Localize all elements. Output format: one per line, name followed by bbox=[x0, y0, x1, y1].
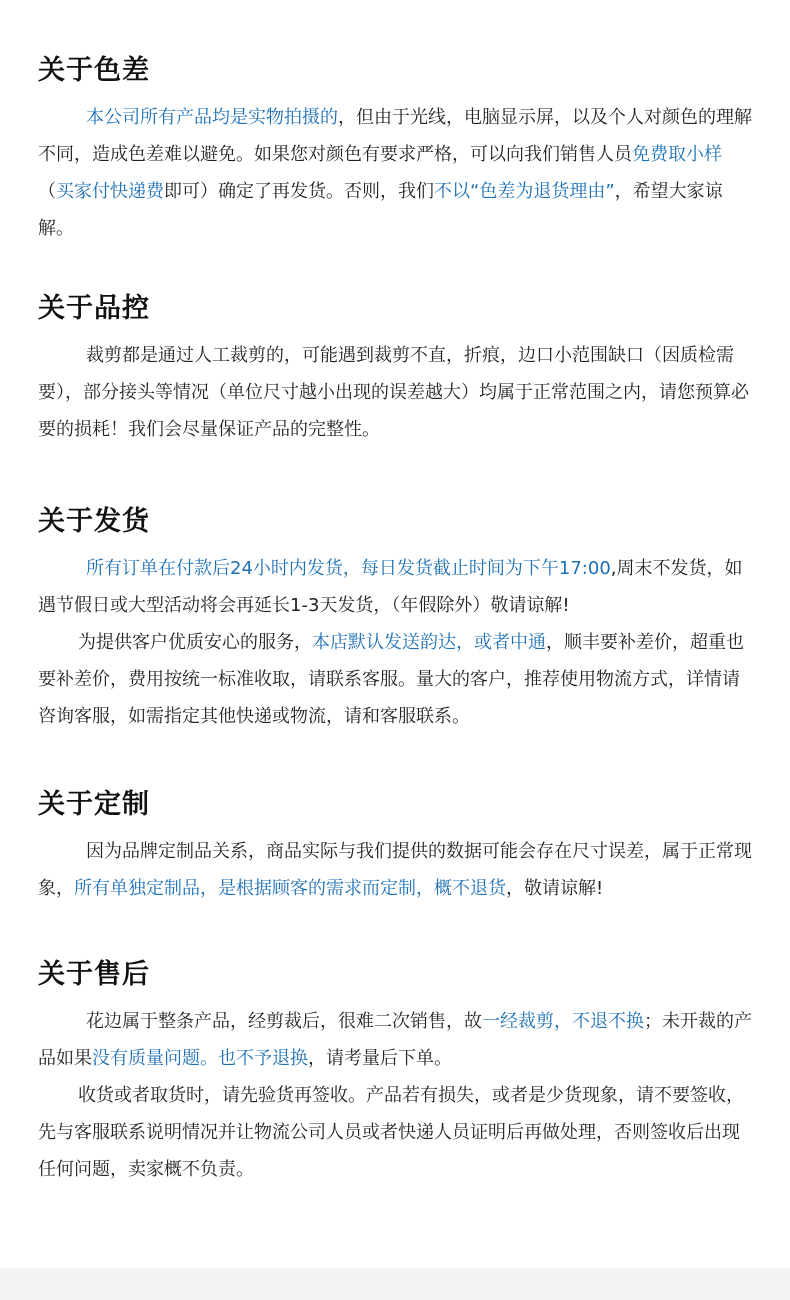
highlight-text: 没有质量问题。也不予退换 bbox=[92, 1048, 308, 1069]
body-text: ；未开裁的产品如果 bbox=[38, 1011, 752, 1069]
highlight-text: 买家付快递费 bbox=[56, 181, 164, 202]
section-color-difference bbox=[38, 54, 754, 247]
highlight-text: 本店默认发送韵达，或者中通 bbox=[312, 632, 546, 653]
highlight-text: 不以“色差为退货理由” bbox=[434, 181, 615, 202]
body-text: ，顺丰要补差价，超重也要补差价，费用按统一标准收取，请联系客服。量大的客户，推荐使用物流方式，详情请咨询客服，如需指定其他快递或物流，请和客服联系。 bbox=[38, 632, 744, 727]
highlight-text: 本公司所有产品均是实物拍摄的 bbox=[86, 107, 338, 128]
section-paragraph bbox=[38, 1003, 754, 1077]
highlight-text: 免费取小样 bbox=[632, 144, 722, 165]
section-paragraph bbox=[38, 550, 754, 624]
body-text: 为提供客户优质安心的服务， bbox=[78, 632, 312, 653]
highlight-text: 一经裁剪，不退不换 bbox=[482, 1011, 644, 1032]
highlight-text: 所有单独定制品，是根据顾客的需求而定制，概不退货 bbox=[74, 878, 506, 899]
section-paragraph bbox=[38, 833, 754, 907]
section-quality-control bbox=[38, 292, 754, 448]
section-title: 关于售后 bbox=[38, 959, 150, 990]
section-paragraph: 收货或者取货时，请先验货再签收。产品若有损失，或者是少货现象，请不要签收，先与客服联系说明情况并让物流公司人员或者快递人员证明后再做处理，否则签收后出现任何问题，卖家概不负责。 bbox=[38, 1085, 744, 1180]
body-text: （ bbox=[38, 181, 56, 202]
body-text: 即可）确定了再发货。否则，我们 bbox=[164, 181, 434, 202]
section-after-sales bbox=[38, 958, 754, 1188]
section-paragraph bbox=[38, 99, 754, 247]
body-text: ，但由于光线，电脑显示屏，以及个人对颜色的理解不同，造成色差难以避免。如果您对颜色有要求严格，可以向我们销售人员 bbox=[38, 107, 752, 165]
highlight-text: 所有订单在付款后24小时内发货，每日发货截止时间为下午17:00 bbox=[86, 558, 611, 579]
section-paragraph: 裁剪都是通过人工裁剪的，可能遇到裁剪不直，折痕，边口小范围缺口（因质检需要），部分接头等情况（单位尺寸越小出现的误差越大）均属于正常范围之内，请您预算必要的损耗！我们会尽量保证产品的完整性。 bbox=[38, 345, 749, 440]
body-text: ，请考量后下单。 bbox=[308, 1048, 452, 1069]
footer-band bbox=[0, 1268, 790, 1300]
body-text: 花边属于整条产品，经剪裁后，很难二次销售，故 bbox=[86, 1011, 482, 1032]
section-paragraph bbox=[38, 624, 754, 735]
section-customization bbox=[38, 788, 754, 907]
body-text: ，敬请谅解! bbox=[506, 878, 604, 899]
section-title: 关于品控 bbox=[38, 293, 150, 324]
section-title: 关于定制 bbox=[38, 789, 150, 820]
section-title: 关于发货 bbox=[38, 506, 150, 537]
section-shipping bbox=[38, 505, 754, 735]
body-text: ,周末不发货，如遇节假日或大型活动将会再延长1-3天发货，（年假除外）敬请谅解! bbox=[38, 558, 743, 616]
body-text: ，希望大家谅解。 bbox=[38, 181, 723, 239]
section-title: 关于色差 bbox=[38, 55, 150, 86]
body-text: 因为品牌定制品关系，商品实际与我们提供的数据可能会存在尺寸误差，属于正常现象， bbox=[38, 841, 752, 899]
